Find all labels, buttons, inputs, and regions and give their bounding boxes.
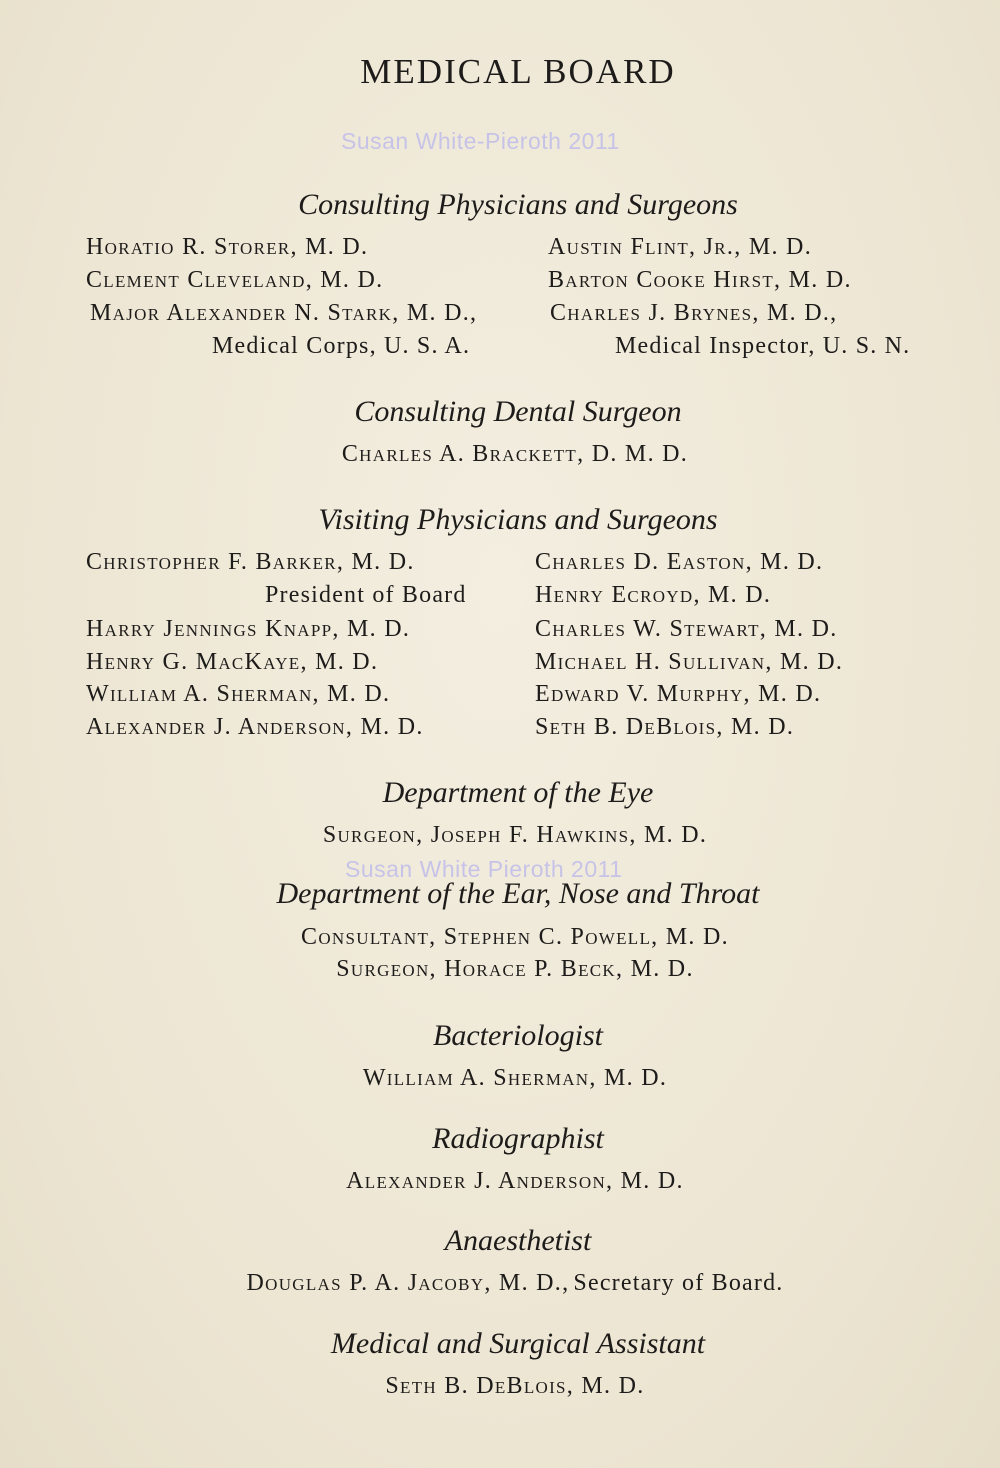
section-heading-consulting: Consulting Physicians and Surgeons xyxy=(298,188,738,221)
section-heading-eye: Department of the Eye xyxy=(382,776,654,809)
consulting-right-name: Austin Flint, Jr., M. D. xyxy=(548,234,812,260)
section-heading-visiting: Visiting Physicians and Surgeons xyxy=(318,503,718,536)
section-heading-assistant: Medical and Surgical Assistant xyxy=(330,1327,706,1360)
radiographist-name: Alexander J. Anderson, M. D. xyxy=(346,1168,684,1194)
visiting-right-name: Michael H. Sullivan, M. D. xyxy=(535,649,844,675)
visiting-left-name: Christopher F. Barker, M. D. xyxy=(86,549,415,575)
consulting-right-name: Charles J. Brynes, M. D., xyxy=(550,300,838,326)
consulting-left-name: Major Alexander N. Stark, M. D., xyxy=(90,300,478,326)
section-heading-dental: Consulting Dental Surgeon xyxy=(354,395,682,428)
visiting-right-name: Henry Ecroyd, M. D. xyxy=(535,582,772,608)
visiting-left-name: Harry Jennings Knapp, M. D. xyxy=(86,616,411,642)
visiting-right-name: Charles D. Easton, M. D. xyxy=(535,549,824,575)
visiting-right-name: Seth B. DeBlois, M. D. xyxy=(535,714,795,740)
eye-name: Surgeon, Joseph F. Hawkins, M. D. xyxy=(322,822,708,848)
watermark: Susan White Pieroth 2011 xyxy=(345,856,623,882)
consulting-left-affiliation: Medical Corps, U. S. A. xyxy=(212,333,471,359)
dental-name: Charles A. Brackett, D. M. D. xyxy=(341,441,689,467)
anaesthetist-role: Secretary of Board. xyxy=(573,1270,784,1296)
visiting-right-name: Edward V. Murphy, M. D. xyxy=(535,681,822,707)
section-heading-anaesthetist: Anaesthetist xyxy=(444,1224,592,1257)
consulting-right-name: Barton Cooke Hirst, M. D. xyxy=(548,267,852,293)
visiting-left-name: Alexander J. Anderson, M. D. xyxy=(86,714,424,740)
visiting-left-role: President of Board xyxy=(265,582,467,608)
page-title: MEDICAL BOARD xyxy=(360,52,676,91)
visiting-left-name: William A. Sherman, M. D. xyxy=(86,681,391,707)
consulting-right-affiliation: Medical Inspector, U. S. N. xyxy=(615,333,911,359)
watermark: Susan White-Pieroth 2011 xyxy=(341,128,620,154)
visiting-right-name: Charles W. Stewart, M. D. xyxy=(535,616,838,642)
consulting-left-name: Clement Cleveland, M. D. xyxy=(86,267,384,293)
assistant-name: Seth B. DeBlois, M. D. xyxy=(385,1373,645,1399)
anaesthetist-line xyxy=(0,1270,1000,1297)
bacteriologist-name: William A. Sherman, M. D. xyxy=(362,1065,668,1091)
visiting-left-name: Henry G. MacKaye, M. D. xyxy=(86,649,379,675)
ent-name: Surgeon, Horace P. Beck, M. D. xyxy=(336,956,694,982)
anaesthetist-name: Douglas P. A. Jacoby, M. D., xyxy=(246,1270,570,1296)
ent-name: Consultant, Stephen C. Powell, M. D. xyxy=(301,924,729,950)
section-heading-ent: Department of the Ear, Nose and Throat xyxy=(276,877,760,910)
consulting-left-name: Horatio R. Storer, M. D. xyxy=(86,234,369,260)
section-heading-bacteriologist: Bacteriologist xyxy=(433,1019,603,1052)
section-heading-radiographist: Radiographist xyxy=(432,1122,604,1155)
